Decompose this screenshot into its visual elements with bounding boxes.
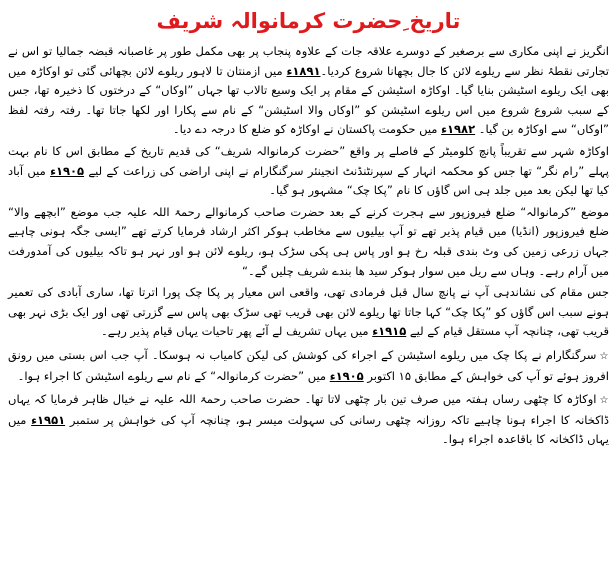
year-highlight: ۱۹۸۲ء (441, 122, 476, 137)
paragraph-text: اوکاڑہ کا چٹھی رساں ہفتہ میں صرف تین بار چٹھی لاتا تھا۔ حضرت صاحب رحمۃ اللہ علیہ نے خیال ظاہر فرمایا کہ یہاں ڈاکخانہ کا اجراء ہونا چاہیے تاکہ روزانہ چٹھی رسانی کی سہولت میسر ہو، چنانچہ آپ کی خواہش پر ستمبر (8, 392, 609, 427)
paragraph-text: میں ”حضرت کرمانوالہ“ کے نام سے ریلوے اسٹیشن کا اجراء ہوا۔ (17, 368, 330, 383)
paragraph (8, 42, 609, 140)
paragraph-text: میں یہاں ڈاکخانہ کا باقاعدہ اجراء ہوا۔ (8, 412, 609, 447)
paragraph-text: سرگنگارام نے پکا چک میں ریلوے اسٹیشن کے اجراء کی کوشش کی لیکن کامیاب نہ ہوسکا۔ آپ جب اس بستی میں رونق افروز ہوئے تو آپ کی خواہش کے مطابق ۱۵ اکتوبر (8, 347, 609, 383)
paragraph-text: میں یہاں تشریف لے آئے پھر تاحیات یہاں قیام پذیر رہے۔ (100, 324, 373, 339)
page-title: تاریخ ِحضرت کرمانوالہ شریف (156, 9, 461, 33)
paragraph-text: میں آباد کیا تھا لیکن بعد میں جلد ہی اس گاؤں کا نام ”پکا چک“ مشہور ہو گیا۔ (8, 163, 609, 198)
star-bullet-icon: ☆ (599, 350, 610, 362)
paragraph (8, 283, 609, 342)
paragraph-text: موضع ”کرمانوالہ“ ضلع فیروزپور سے ہجرت کرنے کے بعد حضرت صاحب کرمانوالے رحمۃ اللہ علیہ جب موضع ”ابچھے والا“ ضلع فیروزپور (انڈیا) میں قیام پذیر تھے تو آپ بیلیوں سے مخاطب ہوکر اکثر ارشاد فرمایا کرتے تھے ”ایسی جگہ ہونی چاہیے جہاں زرعی زمین کی وٹ بندی قبلہ رخ ہو اور پاس ہی پکی سڑک ہو، ریلوے لائن ہو اور نہر ہو تاکہ بیلیوں کی آمدورفت میں آرام رہے۔ وہاں سے ریل میں سوار ہوکر سید ھا بندے شریف چلیں گے۔“ (8, 204, 609, 278)
document-body (8, 42, 609, 450)
paragraph (8, 142, 609, 201)
year-highlight: ۱۹۱۵ء (372, 324, 407, 339)
year-highlight: ۱۹۰۵ء (50, 163, 85, 178)
paragraph-text: جس مقام کی نشاندہی آپ نے پانچ سال قبل فرمادی تھی، واقعی اس معیار پر پکا چک پورا اترتا تھا، ساری آبادی کی تعمیر ہونے سبب اس گاؤں کو ”پکا چک“ کہا جاتا تھا ریلوے لائن بھی قریب تھی سڑک بھی پاس سے گزرتی تھی اور ایک بڑی نہر بھی قریب تھی، چنانچہ آپ مستقل قیام کے لیے (8, 285, 609, 339)
paragraph (8, 203, 609, 281)
paragraph-text: میں حکومت پاکستان نے اوکاڑہ کو ضلع کا درجہ دے دیا۔ (172, 122, 442, 137)
paragraph-text: انگریز نے اپنی مکاری سے برصغیر کے دوسرے علاقہ جات کے علاوہ پنجاب پر بھی مکمل طور پر غاصبانہ قبضہ جمالیا تو اس نے تجارتی نقطۂ نظر سے ریلوے لائن کا جال بچھانا شروع کردیا۔ (8, 44, 610, 78)
paragraph-text: میں ازمنتان تا لاہور ریلوے لائن بچھائی گئی تو اوکاڑہ میں بھی ایک ریلوے اسٹیشن بنایا گیا۔ اوکاڑہ اسٹیشن کے مقام پر ایک وسیع تالاب تھا جہاں ”اوکاں“ کے درختوں کا ذخیرہ تھا، جس کے سبب شروع شروع میں اس ریلوے اسٹیشن کو ”اوکاں والا اسٹیشن“ کے نام سے پکارا اور لکھا جاتا تھا۔ رفتہ رفتہ لفظ ”اوکاں“ سے اوکاڑہ بن گیا۔ (8, 63, 609, 137)
star-bullet-icon: ☆ (599, 395, 609, 407)
year-highlight: ۱۸۹۱ء (286, 63, 321, 78)
year-highlight: ۱۹۵۱ء (31, 412, 66, 427)
paragraph-text: اوکاڑہ شہر سے تقریباً پانچ کلومیٹر کے فاصلے پر واقع ”حضرت کرمانوالہ شریف“ کی قدیم تاریخ کے مطابق اس کا نام بہت پہلے ”رام نگر“ تھا جس کو محکمہ انہار کے سپرنٹنڈنٹ انجینئر سرگنگارام نے اپنی اراضی کی زراعت کے لیے (8, 143, 609, 178)
year-highlight: ۱۹۰۵ء (329, 368, 364, 383)
paragraph (8, 346, 609, 386)
paragraph (8, 390, 609, 450)
